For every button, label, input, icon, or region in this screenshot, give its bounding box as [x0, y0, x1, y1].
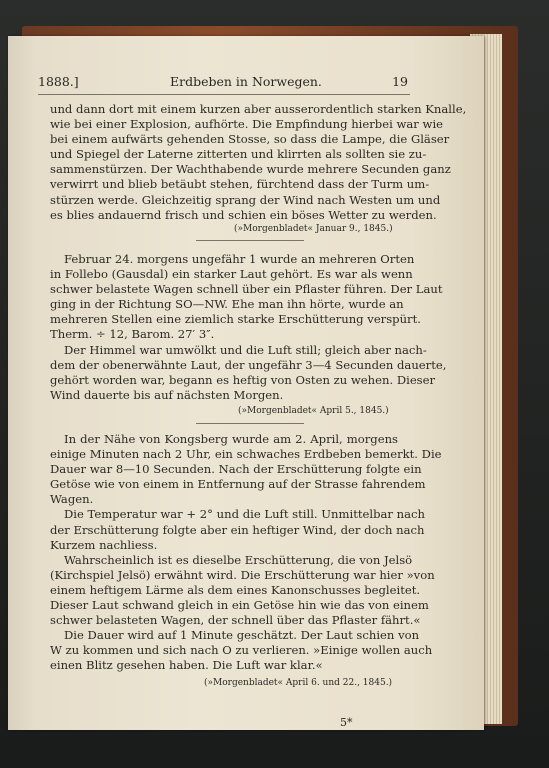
text-line: Wagen. [50, 492, 94, 507]
text-line: schwer belastete Wagen schnell über ein Pflaster führen. Der Laut [50, 282, 443, 297]
text-line: W zu kommen und sich nach O zu verlieren. »Einige wollen auch [50, 643, 433, 658]
text-line: sammenstürzen. Der Wachthabende wurde mehrere Secunden ganz [50, 162, 451, 177]
text-line: mehreren Stellen eine ziemlich starke Erschütterung verspürt. [50, 312, 421, 327]
text-line: dem der obenerwähnte Laut, der ungefähr 3—4 Secunden dauerte, [50, 357, 447, 372]
citation-1: (»Morgenbladet« Januar 9., 1845.) [234, 224, 393, 234]
text-line: und Spiegel der Laterne zitterten und klirrten als sollten sie zu- [50, 147, 427, 162]
header-year: 1888.] [38, 74, 79, 89]
text-line: Der Himmel war umwölkt und die Luft still; gleich aber nach- [64, 342, 427, 357]
text-line: gehört worden war, begann es heftig von Osten zu wehen. Dieser [50, 372, 436, 387]
citation-2: (»Morgenbladet« April 5., 1845.) [238, 406, 389, 416]
text-line: Kurzem nachliess. [50, 537, 158, 552]
text-line: und dann dort mit einem kurzen aber ausserordentlich starken Knalle, [50, 102, 467, 116]
section-rule-1 [196, 240, 304, 241]
text-line: (Kirchspiel Jelsö) erwähnt wird. Die Erschütterung war hier »von [50, 567, 435, 582]
header-rule [38, 94, 410, 95]
signature-mark: 5* [340, 716, 353, 729]
text-line: schwer belasteten Wagen, der schnell über das Pflaster fährt.« [50, 613, 421, 628]
text-block-2 [50, 252, 447, 403]
text-line: In der Nähe von Kongsberg wurde am 2. April, morgens [64, 432, 398, 446]
text-line: einige Minuten nach 2 Uhr, ein schwaches Erdbeben bemerkt. Die [50, 447, 442, 462]
text-line: der Erschütterung folgte aber ein heftiger Wind, der doch nach [50, 522, 425, 537]
text-line: wie bei einer Explosion, aufhörte. Die Empfindung hierbei war wie [50, 117, 444, 132]
text-line: stürzen werde. Gleichzeitig sprang der Wind nach Westen um und [50, 192, 441, 207]
text-line: Dauer war 8—10 Secunden. Nach der Erschütterung folgte ein [50, 462, 422, 477]
text-line: es blies andauernd frisch und schien ein böses Wetter zu werden. [50, 207, 437, 222]
text-line: Dieser Laut schwand gleich in ein Getöse hin wie das von einem [50, 598, 429, 613]
text-line: in Follebo (Gausdal) ein starker Laut gehört. Es war als wenn [50, 267, 413, 282]
text-block-1 [50, 102, 467, 223]
running-header [38, 74, 408, 90]
text-line: einen Blitz gesehen haben. Die Luft war klar.« [50, 658, 323, 673]
text-line: Die Dauer wird auf 1 Minute geschätzt. Der Laut schien von [64, 628, 420, 643]
text-line: einem heftigem Lärme als dem eines Kanonschusses begleitet. [50, 582, 421, 597]
text-line: Getöse wie von einem in Entfernung auf der Strasse fahrendem [50, 477, 426, 492]
text-line: Wind dauerte bis auf nächsten Morgen. [50, 387, 284, 402]
text-line: ging in der Richtung SO—NW. Ehe man ihn hörte, wurde an [50, 297, 404, 312]
text-line: Wahrscheinlich ist es dieselbe Erschütterung, die von Jelsö [64, 552, 413, 567]
text-block-3 [50, 432, 442, 674]
text-line: verwirrt und blieb betäubt stehen, fürchtend dass der Turm um- [50, 177, 430, 192]
text-line: bei einem aufwärts gehenden Stosse, so dass die Lampe, die Gläser [50, 132, 450, 147]
text-line: Die Temperatur war + 2° und die Luft still. Unmittelbar nach [64, 507, 425, 522]
book-page [8, 36, 484, 730]
page-number: 19 [392, 74, 408, 89]
text-line: Therm. ÷ 12, Barom. 27′ 3″. [50, 327, 215, 342]
citation-3: (»Morgenbladet« April 6. und 22., 1845.) [204, 678, 393, 688]
text-line: Februar 24. morgens ungefähr 1 wurde an mehreren Orten [64, 252, 415, 266]
header-title: Erdbeben in Norwegen. [170, 74, 322, 89]
section-rule-2 [196, 423, 304, 424]
